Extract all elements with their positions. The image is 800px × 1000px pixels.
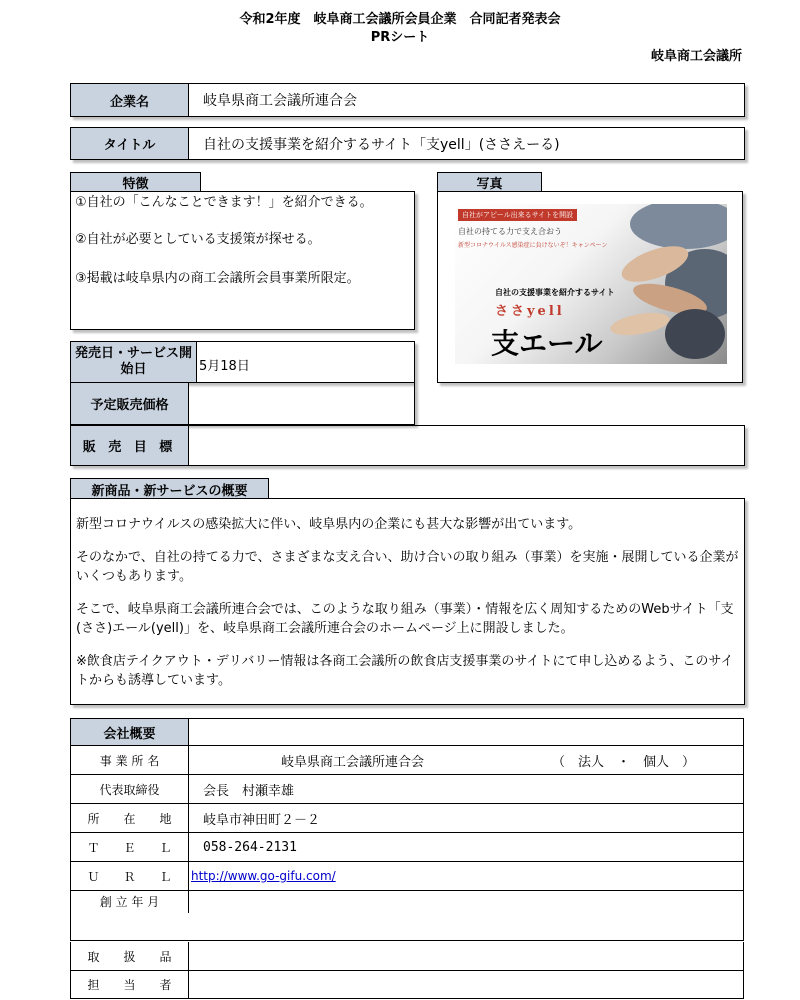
promo-image [455,204,727,364]
profile-key: 創 立 年 月 [70,891,189,913]
overview-paragraph: そこで、岐阜県商工会議所連合会では、このような取り組み（事業）・情報を広く周知するためのWebサイト「支(ささ)エール(yell)」を、岐阜県商工会議所連合会のホームページ上に開設しました。 [76,602,734,636]
website-link[interactable]: http://www.go-gifu.com/ [191,869,336,883]
promo-subtitle: 自社の支援事業を紹介するサイト [495,288,615,297]
profile-row-address [70,804,744,833]
price-value [189,383,414,424]
profile-row-contact [70,971,744,999]
profile-row-products [70,942,744,971]
release-value: 5月18日 [199,359,250,374]
profile-row-url [70,862,744,891]
features-box [70,191,415,330]
features-label: 特徴 [70,172,201,192]
profile-row-tel [70,833,744,862]
profile-value [189,891,744,913]
release-label: 発売日・サービス開始日 [71,342,197,382]
profile-row-office [70,746,744,775]
profile-gap [70,913,744,941]
title-row [70,127,745,160]
profile-key: 担 当 者 [70,971,189,998]
document-subtitle: PRシート [370,30,430,45]
profile-key: Ｕ Ｒ Ｌ [70,862,189,890]
overview-label: 新商品・新サービスの概要 [70,478,269,499]
profile-header [70,718,744,746]
feature-item: ②自社が必要としている支援策が探せる。 [75,232,321,247]
title-value: 自社の支援事業を紹介するサイト「支yell」(ささえーる) [203,136,560,153]
photo-frame [437,191,743,383]
price-row [70,383,415,425]
promo-line-2: 新型コロナウイルス感染症に負けないぞ！キャンペーン [458,242,608,249]
company-value: 岐阜県商工会議所連合会 [203,93,357,109]
issuer-name: 岐阜商工会議所 [650,49,742,64]
overview-paragraph: そのなかで、自社の持てる力で、さまざまな支え合い、助け合いの取り組み（事業）を実施・展開している企業がいくつもあります。 [76,550,739,584]
promo-line-1: 自社の持てる力で支え合おう [458,227,562,236]
company-row [70,83,745,117]
profile-label: 会社概要 [71,719,189,746]
profile-key: Ｔ Ｅ Ｌ [70,833,189,861]
company-label: 企業名 [71,84,189,116]
promo-ruby: ささyell [495,304,565,319]
entity-type: （ 法人 ・ 個人 ） [552,754,696,770]
target-label: 販 売 目 標 [71,426,189,465]
profile-row-representative [70,775,744,804]
overview-paragraph: 新型コロナウイルスの感染拡大に伴い、岐阜県内の企業にも甚大な影響が出ています。 [76,517,582,532]
price-label: 予定販売価格 [71,383,189,424]
photo-label: 写真 [437,172,542,192]
document-title: 令和2年度 岐阜商工会議所会員企業 合同記者発表会 [239,12,561,27]
overview-paragraph: ※飲食店テイクアウト・デリバリー情報は各商工会議所の飲食店支援事業のサイトにて申し込めるよう、このサイトからも誘導しています。 [76,654,734,688]
office-name: 岐阜県商工会議所連合会 [281,754,425,770]
feature-item: ③掲載は岐阜県内の商工会議所会員事業所限定。 [75,271,360,286]
profile-key: 取 扱 品 [70,942,189,970]
release-row [70,341,415,383]
feature-item: ①自社の「こんなことできます！」を紹介できる。 [75,195,373,210]
profile-value: 会長 村瀬幸雄 [189,775,744,803]
profile-key: 事 業 所 名 [70,746,189,774]
profile-value [189,971,744,998]
profile-value [189,942,744,970]
overview-box [70,498,745,705]
target-row [70,425,745,466]
profile-key: 代表取締役 [70,775,189,803]
profile-row-founded [70,891,744,913]
promo-main-title: 支エール [491,327,603,360]
profile-value: 岐阜市神田町２－２ [189,804,744,832]
profile-value [189,746,744,774]
profile-key: 所 在 地 [70,804,189,832]
title-label: タイトル [71,128,189,159]
promo-banner: 自社がアピール出来るサイトを開設 [458,209,577,221]
profile-value [189,862,744,890]
profile-value: 058-264-2131 [189,833,744,861]
target-value [189,426,744,465]
